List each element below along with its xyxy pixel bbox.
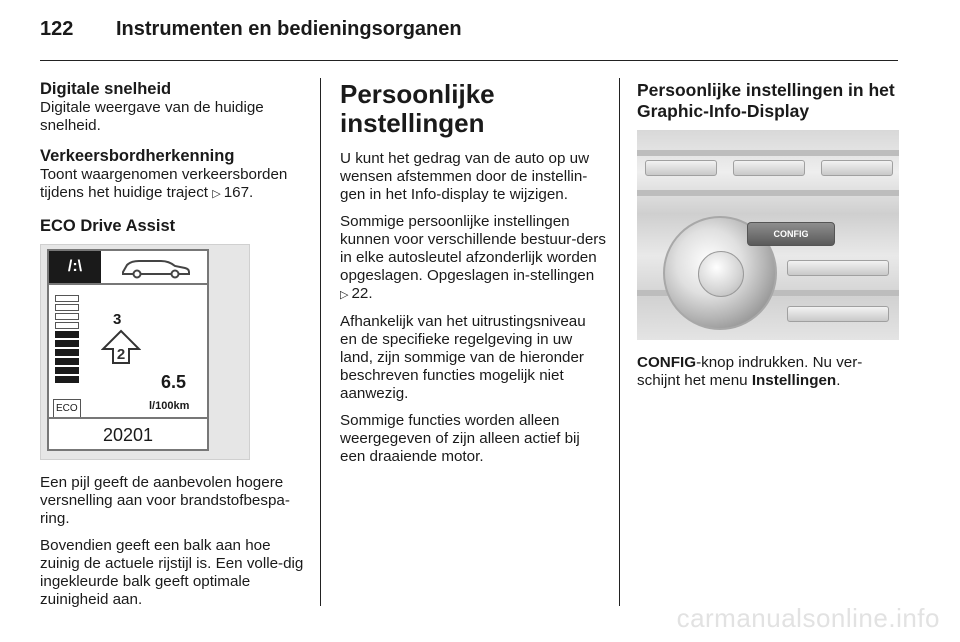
- panel-stripe: [637, 150, 899, 156]
- eco-bar-empty: [55, 322, 79, 329]
- eco-bar-filled: [55, 331, 79, 338]
- eco-para-1: Een pijl geeft de aanbevolen hogere versnelling aan voor brandstofbespa-ring.: [40, 474, 290, 527]
- col3-text: [637, 354, 903, 390]
- traffic-sign-heading: Verkeersbordherkenning: [40, 147, 235, 165]
- panel-key: [787, 306, 889, 322]
- eco-bar-empty: [55, 295, 79, 302]
- panel-key: [821, 160, 893, 176]
- col3-text-mid: -knop indrukken. Nu ver-schijnt het menu: [637, 354, 863, 389]
- section-heading: Persoonlijke instellingen: [340, 79, 495, 138]
- page-number: 122: [40, 18, 74, 40]
- col2-para-3: Afhankelijk van het uitrustingsniveau en de specifieke regelgeving in uw land, zijn sommige van de hieronder beschreven functies mogelijk niet aanwezig.: [340, 313, 586, 402]
- page-title: Instrumenten en bedieningsorganen: [116, 18, 462, 40]
- eco-bar-gauge: [55, 295, 79, 385]
- col2-para-4: Sommige functies worden alleen weergegeven of zijn alleen actief bij een draaiende motor.: [340, 412, 580, 465]
- traffic-sign-text: [40, 166, 308, 203]
- panel-key: [733, 160, 805, 176]
- consumption-value: 6.5: [161, 372, 187, 392]
- traffic-sign-body: Toont waargenomen verkeersborden tijdens het huidige traject: [40, 166, 288, 201]
- col2-para-2-text: Sommige persoonlijke instellingen kunnen voor verschillende bestuur-ders in elke autosleutel afzonderlijk worden opgeslagen. Opgeslagen in-stellingen: [340, 213, 606, 284]
- eco-bar-filled: [55, 376, 79, 383]
- panel-key: [645, 160, 717, 176]
- eco-bar-filled: [55, 340, 79, 347]
- current-gear: 3: [113, 311, 122, 328]
- digital-speed-heading: Digitale snelheid: [40, 80, 172, 98]
- column-divider-1: [320, 78, 321, 606]
- eco-para-2: Bovendien geeft een balk aan hoe zuinig de actuele rijstijl is. Een volle-dig ingekleurde balk geeft optimale zuinigheid aan.: [40, 537, 304, 608]
- lane-icon: /:\: [49, 251, 101, 283]
- watermark: carmanualsonline.info: [676, 603, 940, 633]
- eco-heading: ECO Drive Assist: [40, 217, 176, 235]
- col2-para-1: U kunt het gedrag van de auto op uw wensen afstemmen door de instellin-gen in het Info-display te wijzigen.: [340, 150, 590, 203]
- col2-para-2: [340, 213, 606, 304]
- eco-display-top-row: [49, 251, 207, 285]
- eco-drive-assist-figure: [40, 244, 250, 460]
- panel-stripe: [637, 190, 899, 196]
- graphic-info-heading: Persoonlijke instellingen in het Graphic-Info-Display: [637, 80, 895, 121]
- eco-label: ECO: [53, 399, 81, 419]
- settings-bold: Instellingen: [751, 372, 837, 389]
- recommended-gear: 2: [116, 346, 126, 363]
- odometer: 20201: [49, 417, 207, 451]
- column-3: [637, 80, 903, 399]
- col3-text-end: .: [836, 372, 841, 389]
- eco-bar-filled: [55, 367, 79, 374]
- consumption-unit: l/100km: [149, 400, 190, 412]
- upshift-arrow-icon: [101, 329, 141, 365]
- page-header: [40, 18, 462, 41]
- config-button: CONFIG: [747, 222, 835, 246]
- car-icon: [109, 255, 199, 279]
- knob-center: [698, 251, 744, 297]
- config-bold: CONFIG: [637, 354, 697, 371]
- eco-bar-empty: [55, 304, 79, 311]
- column-divider-2: [619, 78, 620, 606]
- page-ref-link[interactable]: ▷ 22.: [340, 285, 373, 302]
- eco-display: [47, 249, 209, 451]
- eco-bar-filled: [55, 358, 79, 365]
- header-rule: [40, 60, 898, 61]
- page-ref-link[interactable]: ▷ 167.: [212, 184, 253, 201]
- config-button-photo: [637, 130, 899, 340]
- column-2: [340, 80, 606, 475]
- digital-speed-text: Digitale weergave van de huidige snelheid.: [40, 99, 264, 134]
- eco-bar-filled: [55, 349, 79, 356]
- eco-bar-empty: [55, 313, 79, 320]
- panel-key: [787, 260, 889, 276]
- column-1: [40, 80, 308, 618]
